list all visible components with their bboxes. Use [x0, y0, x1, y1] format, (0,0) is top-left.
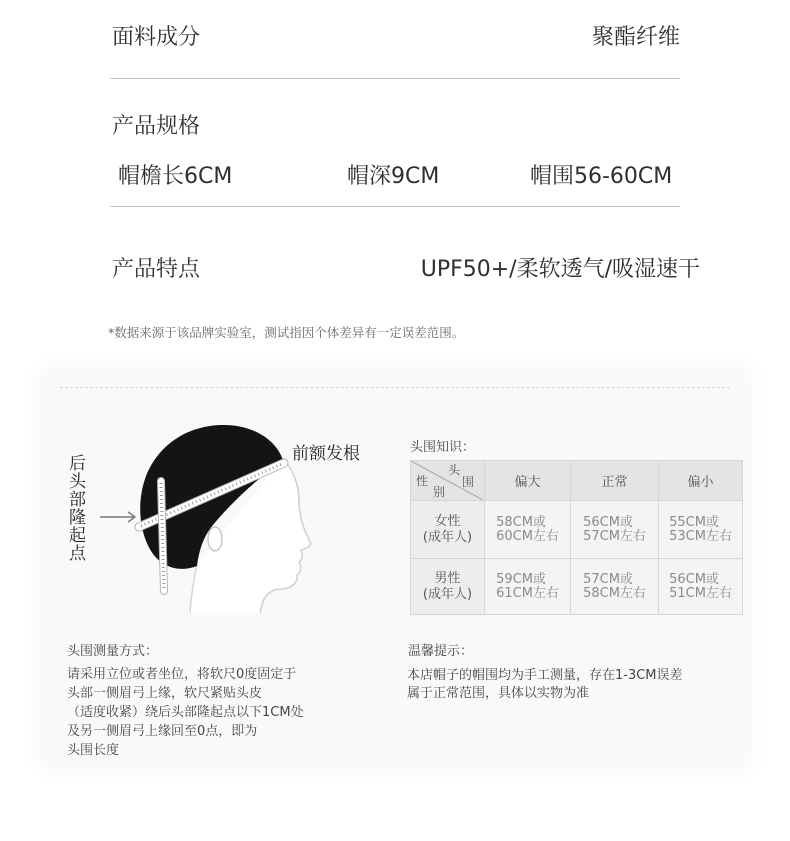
head-size-table	[410, 460, 743, 615]
gender-text: 女性	[434, 513, 461, 529]
spec-crown-depth: 帽深9CM	[347, 164, 440, 189]
column-header-small: 偏小	[659, 461, 743, 501]
divider	[110, 206, 680, 207]
corner-upper-char: 围	[462, 475, 475, 489]
size-value	[669, 516, 732, 544]
measure-line: 头部一侧眉弓上缘，软尺紧贴头皮	[67, 686, 263, 701]
size-value	[583, 516, 646, 544]
size-line: 61CM左右	[496, 585, 559, 601]
forehead-hairline-label: 前额发根	[292, 444, 360, 464]
spec-head-circumference: 帽围56-60CM	[530, 164, 673, 189]
age-group-text: (成年人)	[422, 586, 473, 602]
column-header-normal: 正常	[571, 461, 659, 501]
size-line: 55CM或	[669, 514, 719, 530]
size-line: 59CM或	[496, 571, 546, 587]
ear	[208, 527, 222, 551]
size-line: 56CM或	[669, 571, 719, 587]
age-group-text: (成年人)	[422, 529, 473, 545]
arrow-right-icon	[98, 510, 138, 524]
divider	[110, 78, 680, 79]
tape-measure-end	[161, 481, 164, 591]
table-header-row	[411, 461, 743, 501]
tips-title: 温馨提示：	[408, 644, 474, 659]
tips-line: 本店帽子的帽围均为手工测量，存在1-3CM误差	[407, 668, 683, 683]
size-value	[583, 573, 646, 601]
measure-line: 请采用立位或者坐位，将软尺0度固定于	[67, 667, 297, 682]
row-header-cell	[411, 559, 485, 615]
measure-line: 及另一侧眉弓上缘回至0点，即为	[67, 724, 258, 739]
measure-title: 头围测量方式：	[67, 644, 159, 659]
size-line: 53CM左右	[669, 528, 732, 544]
size-cell	[659, 501, 743, 559]
material-label: 面料成分	[112, 25, 201, 50]
table-row	[411, 501, 743, 559]
spec-label: 产品规格	[112, 114, 201, 139]
measure-line: （适度收紧）绕后头部隆起点以下1CM处	[67, 705, 304, 720]
knowledge-title: 头围知识：	[410, 440, 476, 455]
corner-lower-char: 性	[416, 474, 429, 488]
features-label: 产品特点	[112, 257, 201, 282]
corner-lower-char: 别	[433, 485, 446, 499]
back-head-label: 后头部隆起点	[65, 454, 85, 562]
spec-brim-length: 帽檐长6CM	[118, 164, 233, 189]
size-cell	[571, 501, 659, 559]
size-cell	[659, 559, 743, 615]
measure-instructions	[67, 665, 304, 760]
size-value	[496, 573, 559, 601]
size-value	[496, 516, 559, 544]
size-line: 51CM左右	[669, 585, 732, 601]
tips-line: 属于正常范围，具体以实物为准	[407, 686, 590, 701]
data-source-note: *数据来源于该品牌实验室，测试指因个体差异有一定误差范围。	[108, 325, 465, 340]
column-header-large: 偏大	[485, 461, 571, 501]
size-line: 57CM左右	[583, 528, 646, 544]
row-header-cell	[411, 501, 485, 559]
features-value: UPF50+/柔软透气/吸湿速干	[420, 257, 700, 282]
size-value	[669, 573, 732, 601]
measure-line: 头围长度	[67, 743, 120, 758]
table-row	[411, 559, 743, 615]
corner-upper-char: 头	[448, 463, 461, 477]
size-cell	[485, 559, 571, 615]
size-line: 58CM左右	[583, 585, 646, 601]
size-cell	[485, 501, 571, 559]
size-line: 57CM或	[583, 571, 633, 587]
corner-header	[411, 461, 483, 500]
dashed-divider	[60, 387, 730, 388]
size-line: 60CM左右	[496, 528, 559, 544]
material-value: 聚酯纤维	[591, 25, 680, 50]
size-line: 58CM或	[496, 514, 546, 530]
size-line: 56CM或	[583, 514, 633, 530]
size-cell	[571, 559, 659, 615]
tips-text	[407, 667, 683, 703]
gender-text: 男性	[434, 570, 461, 586]
corner-header-cell	[411, 461, 485, 501]
